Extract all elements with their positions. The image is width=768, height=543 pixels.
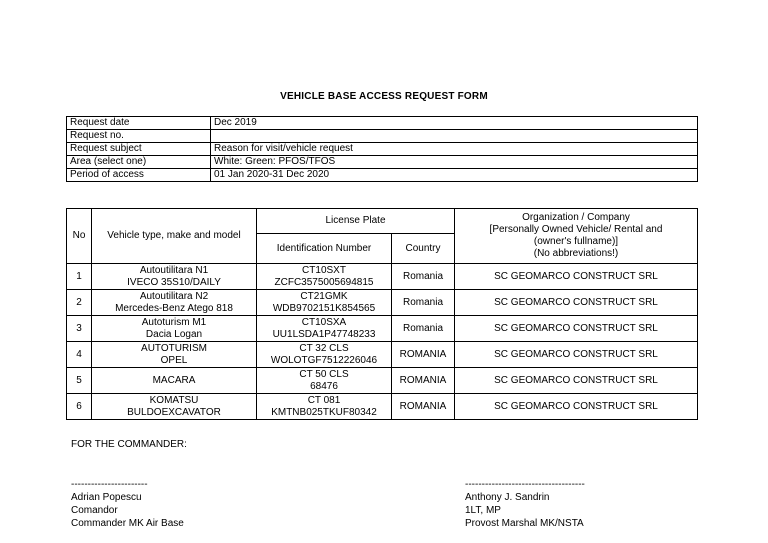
vehicle-row bbox=[67, 368, 698, 394]
header-organization bbox=[455, 209, 698, 264]
for-the-commander: FOR THE COMMANDER: bbox=[71, 439, 187, 450]
vehicle-no bbox=[67, 264, 92, 290]
vehicle-organization bbox=[455, 368, 698, 394]
request-value bbox=[211, 130, 698, 143]
plate-number: CT 32 CLS bbox=[299, 342, 349, 354]
vehicle-no bbox=[67, 290, 92, 316]
vehicle-no-text: 6 bbox=[76, 400, 82, 412]
vehicle-type bbox=[92, 368, 257, 394]
vehicle-type-line2: BULDOEXCAVATOR bbox=[127, 406, 221, 418]
vehicle-row bbox=[67, 342, 698, 368]
vehicle-no-text: 4 bbox=[76, 348, 82, 360]
vehicle-country bbox=[392, 368, 455, 394]
vehicles-table bbox=[66, 208, 698, 420]
vehicles-header-row bbox=[67, 209, 698, 234]
vehicle-no-text: 3 bbox=[76, 322, 82, 334]
country-text: Romania bbox=[402, 322, 444, 334]
header-license-plate: License Plate bbox=[257, 209, 455, 234]
request-info-table bbox=[66, 116, 698, 182]
request-label: Request no. bbox=[67, 130, 211, 143]
identification-number: UU1LSDA1P47748233 bbox=[272, 328, 376, 340]
country-text: ROMANIA bbox=[399, 374, 447, 386]
request-label: Request date bbox=[67, 117, 211, 130]
vehicle-type-line1: Autoutilitara N1 bbox=[139, 264, 209, 276]
plate-number: CT21GMK bbox=[300, 290, 348, 302]
request-label: Period of access bbox=[67, 169, 211, 182]
vehicle-organization bbox=[455, 394, 698, 420]
identification-number: ZCFC3575005694815 bbox=[274, 276, 374, 288]
header-identification-number: Identification Number bbox=[257, 234, 392, 264]
vehicle-country bbox=[392, 342, 455, 368]
request-value: Dec 2019 bbox=[211, 117, 698, 130]
country-text: Romania bbox=[402, 270, 444, 282]
vehicle-row bbox=[67, 316, 698, 342]
organization-text: SC GEOMARCO CONSTRUCT SRL bbox=[494, 348, 658, 360]
request-row bbox=[67, 156, 698, 169]
request-row bbox=[67, 143, 698, 156]
vehicle-plate-id bbox=[257, 290, 392, 316]
vehicle-country bbox=[392, 290, 455, 316]
vehicle-country bbox=[392, 316, 455, 342]
signer-rank: Comandor bbox=[71, 505, 118, 516]
signature-block-right bbox=[465, 478, 585, 530]
signature-block-left bbox=[71, 478, 184, 530]
request-value: White: Green: PFOS/TFOS bbox=[211, 156, 698, 169]
organization-text: SC GEOMARCO CONSTRUCT SRL bbox=[494, 400, 658, 412]
signature-line: ------------------------------------ bbox=[465, 479, 585, 490]
plate-number: CT 081 bbox=[307, 394, 341, 406]
header-country: Country bbox=[392, 234, 455, 264]
vehicle-no-text: 2 bbox=[76, 296, 82, 308]
vehicle-type-line1: MACARA bbox=[152, 374, 196, 386]
vehicle-organization bbox=[455, 342, 698, 368]
vehicle-organization bbox=[455, 264, 698, 290]
header-vehicle-type: Vehicle type, make and model bbox=[92, 209, 257, 264]
vehicle-type-line2: Dacia Logan bbox=[145, 328, 203, 340]
vehicle-type-line2: IVECO 35S10/DAILY bbox=[127, 276, 221, 288]
vehicle-plate-id bbox=[257, 342, 392, 368]
form-title: VEHICLE BASE ACCESS REQUEST FORM bbox=[280, 91, 488, 102]
vehicle-type-line1: Autoturism M1 bbox=[141, 316, 207, 328]
vehicle-no bbox=[67, 316, 92, 342]
organization-text: SC GEOMARCO CONSTRUCT SRL bbox=[494, 322, 658, 334]
vehicle-type bbox=[92, 290, 257, 316]
request-row bbox=[67, 117, 698, 130]
vehicle-organization bbox=[455, 290, 698, 316]
vehicle-row bbox=[67, 290, 698, 316]
vehicle-no-text: 1 bbox=[76, 270, 82, 282]
country-text: ROMANIA bbox=[399, 400, 447, 412]
vehicle-no bbox=[67, 394, 92, 420]
identification-number: WDB9702151K854565 bbox=[272, 302, 376, 314]
vehicle-type-line1: AUTOTURISM bbox=[141, 342, 207, 354]
request-row bbox=[67, 169, 698, 182]
signer-name: Anthony J. Sandrin bbox=[465, 492, 550, 503]
vehicle-plate-id bbox=[257, 394, 392, 420]
signature-line: ----------------------- bbox=[71, 479, 148, 490]
country-text: ROMANIA bbox=[399, 348, 447, 360]
header-org-line2: [Personally Owned Vehicle/ Rental and bbox=[489, 224, 663, 235]
vehicle-row bbox=[67, 394, 698, 420]
header-org-line3: (owner's fullname)] bbox=[533, 236, 619, 247]
request-row bbox=[67, 130, 698, 143]
header-org-line1: Organization / Company bbox=[522, 212, 630, 223]
vehicle-type-line2: Mercedes-Benz Atego 818 bbox=[115, 302, 233, 314]
identification-number: 68476 bbox=[310, 380, 338, 392]
signer-name: Adrian Popescu bbox=[71, 492, 142, 503]
signer-title: Provost Marshal MK/NSTA bbox=[465, 518, 584, 529]
plate-number: CT 50 CLS bbox=[299, 368, 349, 380]
vehicle-type bbox=[92, 264, 257, 290]
organization-text: SC GEOMARCO CONSTRUCT SRL bbox=[494, 270, 658, 282]
vehicle-type-line1: Autoutilitara N2 bbox=[139, 290, 209, 302]
request-label: Request subject bbox=[67, 143, 211, 156]
vehicle-country bbox=[392, 264, 455, 290]
country-text: Romania bbox=[402, 296, 444, 308]
request-value: 01 Jan 2020-31 Dec 2020 bbox=[211, 169, 698, 182]
vehicle-type bbox=[92, 394, 257, 420]
vehicle-country bbox=[392, 394, 455, 420]
plate-number: CT10SXA bbox=[301, 316, 347, 328]
identification-number: WOLOTGF7512226046 bbox=[270, 354, 378, 366]
vehicle-no bbox=[67, 368, 92, 394]
request-label: Area (select one) bbox=[67, 156, 211, 169]
signer-title: Commander MK Air Base bbox=[71, 518, 184, 529]
vehicle-type-line2: OPEL bbox=[160, 354, 188, 366]
vehicle-type bbox=[92, 342, 257, 368]
request-value: Reason for visit/vehicle request bbox=[211, 143, 698, 156]
vehicle-type-line1: KOMATSU bbox=[149, 394, 199, 406]
header-no: No bbox=[67, 209, 92, 264]
vehicle-type bbox=[92, 316, 257, 342]
vehicle-no-text: 5 bbox=[76, 374, 82, 386]
vehicle-organization bbox=[455, 316, 698, 342]
vehicle-row bbox=[67, 264, 698, 290]
organization-text: SC GEOMARCO CONSTRUCT SRL bbox=[494, 296, 658, 308]
signer-rank: 1LT, MP bbox=[465, 505, 501, 516]
vehicle-no bbox=[67, 342, 92, 368]
identification-number: KMTNB025TKUF80342 bbox=[271, 406, 377, 418]
vehicle-plate-id bbox=[257, 264, 392, 290]
vehicle-plate-id bbox=[257, 316, 392, 342]
vehicle-plate-id bbox=[257, 368, 392, 394]
organization-text: SC GEOMARCO CONSTRUCT SRL bbox=[494, 374, 658, 386]
plate-number: CT10SXT bbox=[302, 264, 346, 276]
header-org-line4: (No abbreviations!) bbox=[533, 248, 619, 259]
